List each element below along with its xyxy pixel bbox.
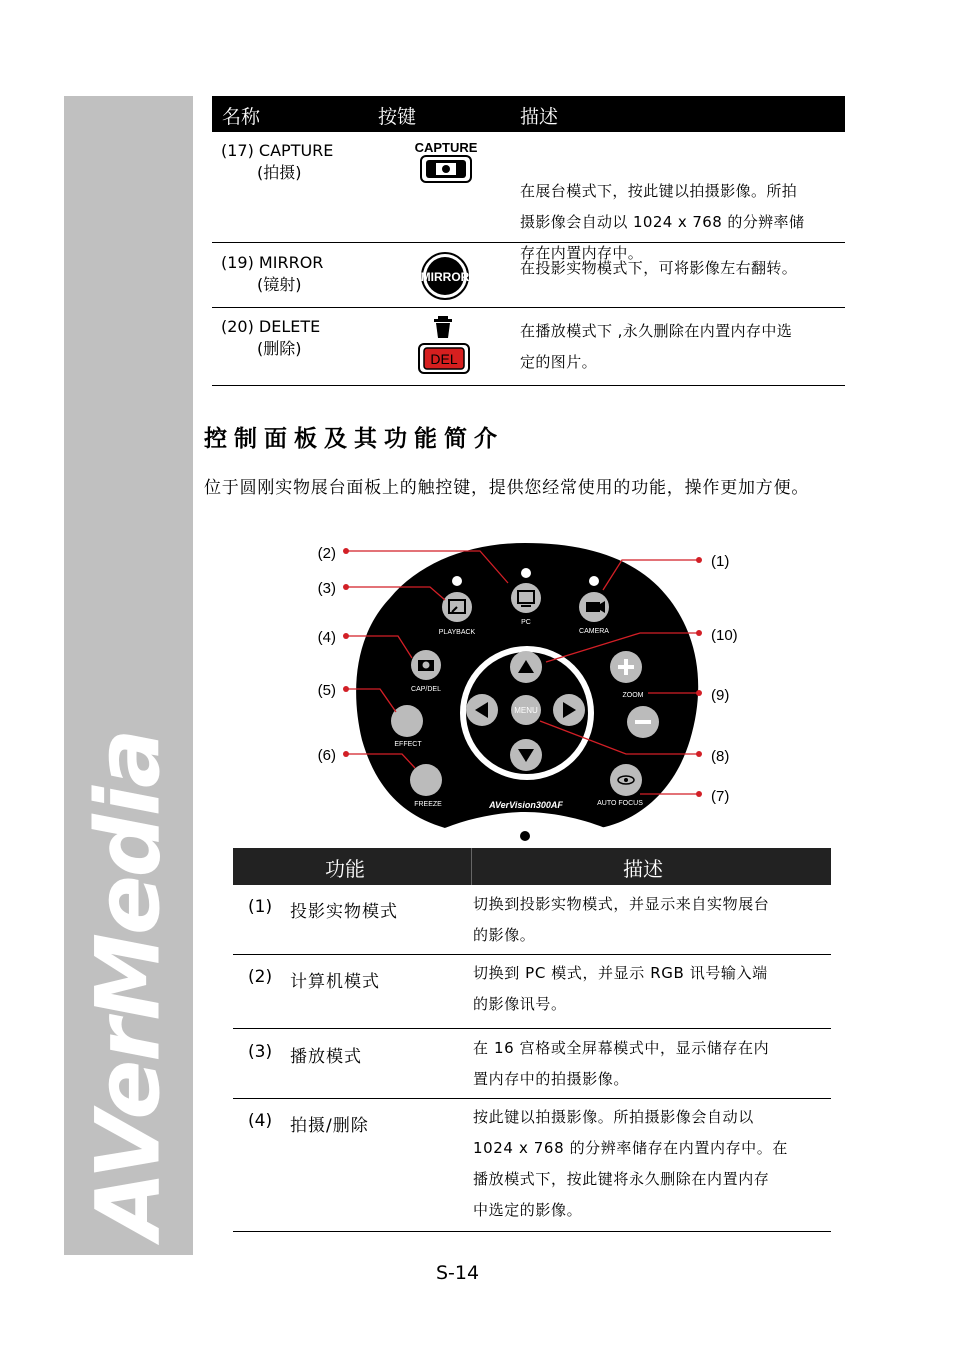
table-row xyxy=(212,243,845,308)
callout-label-5: (5) xyxy=(317,682,336,699)
zoom-out-button xyxy=(627,706,659,738)
desc-line: 按此键以拍摄影像。所拍摄影像会自动以 xyxy=(473,1108,754,1126)
trash-icon xyxy=(434,316,452,338)
callout-label-4: (4) xyxy=(317,629,336,646)
playback-label: PLAYBACK xyxy=(438,629,476,636)
key-table-header xyxy=(212,96,845,132)
callout-label-1: (1) xyxy=(711,553,730,570)
desc-line: 1024 x 768 的分辨率储存在内置内存中。在 xyxy=(473,1139,788,1157)
row-number: (3) xyxy=(248,1042,273,1062)
key-name: (17) CAPTURE xyxy=(221,141,334,160)
function-table-header xyxy=(233,848,831,885)
desc-line: 在 16 宫格或全屏幕模式中，显示储存在内 xyxy=(473,1039,770,1057)
mirror-key-label: MIRROR xyxy=(420,270,470,284)
capture-key-icon xyxy=(415,138,479,190)
desc-line: 存在内置内存中。 xyxy=(520,244,644,262)
zoom-label: ZOOM xyxy=(622,692,644,699)
key-name: (19) MIRROR xyxy=(221,253,324,272)
key-table xyxy=(212,96,845,386)
desc-line: 在投影实物模式下，可将影像左右翻转。 xyxy=(520,259,798,277)
delete-key-icon xyxy=(416,314,472,380)
freeze-label: FREEZE xyxy=(414,801,442,808)
table-row xyxy=(233,1099,831,1232)
pc-button xyxy=(511,583,541,613)
function-name: 投影实物模式 xyxy=(290,902,398,922)
table-row xyxy=(233,885,831,955)
page-number: S-14 xyxy=(436,1262,480,1284)
callout-label-2: (2) xyxy=(317,545,336,562)
intro-paragraph: 位于圆刚实物展台面板上的触控键，提供您经常使用的功能，操作更加方便。 xyxy=(204,478,810,498)
callout-label-3: (3) xyxy=(317,580,336,597)
key-name-cn: (删除) xyxy=(257,339,302,358)
capdel-button xyxy=(411,650,441,680)
callout-label-8: (8) xyxy=(711,748,730,765)
left-arrow-button xyxy=(466,694,498,726)
function-name: 计算机模式 xyxy=(290,972,380,992)
table-row xyxy=(233,1029,831,1099)
desc-line: 中选定的影像。 xyxy=(473,1201,583,1219)
menu-label: MENU xyxy=(514,706,538,715)
capture-key-label: CAPTURE xyxy=(415,140,478,155)
key-name-cn: (拍摄) xyxy=(257,163,302,182)
desc-line: 切换到 PC 模式，并显示 RGB 讯号输入端 xyxy=(473,964,768,982)
pc-label: PC xyxy=(521,619,531,626)
desc-line: 定的图片。 xyxy=(520,353,598,371)
autofocus-button xyxy=(610,764,642,796)
function-table xyxy=(233,848,831,1232)
up-arrow-button xyxy=(510,651,542,683)
brand-logo: AVerMedia xyxy=(76,730,180,1240)
desc-line: 置内存中的拍摄影像。 xyxy=(473,1070,630,1088)
camera-button xyxy=(579,592,609,622)
callout-label-10: (10) xyxy=(711,627,738,644)
table-row xyxy=(233,955,831,1029)
right-arrow-button xyxy=(553,694,585,726)
callout-label-6: (6) xyxy=(317,747,336,764)
callout-label-9: (9) xyxy=(711,687,730,704)
section-title: 控制面板及其功能简介 xyxy=(204,426,504,452)
desc-line: 切换到投影实物模式，并显示来自实物展台 xyxy=(473,895,770,913)
table-row xyxy=(212,308,845,386)
key-name: (20) DELETE xyxy=(221,317,321,336)
row-number: (4) xyxy=(248,1111,273,1131)
desc-line: 摄影像会自动以 1024 x 768 的分辨率储 xyxy=(520,213,805,231)
header-key: 按键 xyxy=(378,106,417,128)
camera-label: CAMERA xyxy=(579,628,609,635)
key-name-cn: (镜射) xyxy=(257,275,302,294)
header-description: 描述 xyxy=(623,857,663,881)
row-number: (1) xyxy=(248,897,273,917)
callout-label-7: (7) xyxy=(711,788,730,805)
desc-line: 的影像讯号。 xyxy=(473,995,567,1013)
desc-line: 播放模式下，按此键将永久删除在内置内存 xyxy=(473,1170,770,1188)
freeze-button xyxy=(410,764,442,796)
effect-label: EFFECT xyxy=(394,741,422,748)
header-name: 名称 xyxy=(222,106,261,128)
down-arrow-button xyxy=(510,739,542,771)
delete-key-label: DEL xyxy=(430,351,458,367)
function-name: 拍摄/删除 xyxy=(290,1116,369,1136)
row-number: (2) xyxy=(248,967,273,987)
desc-line: 的影像。 xyxy=(473,926,536,944)
mirror-key-icon xyxy=(420,251,470,305)
header-desc: 描述 xyxy=(520,106,559,128)
desc-line: 在展台模式下，按此键以拍摄影像。所拍 xyxy=(520,182,798,200)
capdel-label: CAP/DEL xyxy=(411,686,441,693)
header-function: 功能 xyxy=(325,857,365,881)
autofocus-label: AUTO FOCUS xyxy=(597,800,643,807)
playback-button xyxy=(442,592,472,622)
function-name: 播放模式 xyxy=(290,1047,362,1067)
effect-button xyxy=(391,705,423,737)
table-row xyxy=(212,132,845,262)
control-panel-diagram xyxy=(300,535,760,845)
desc-line: 在播放模式下 ,永久删除在内置内存中选 xyxy=(520,322,793,340)
zoom-in-button xyxy=(610,651,642,683)
model-label: AVerVision300AF xyxy=(489,800,563,810)
